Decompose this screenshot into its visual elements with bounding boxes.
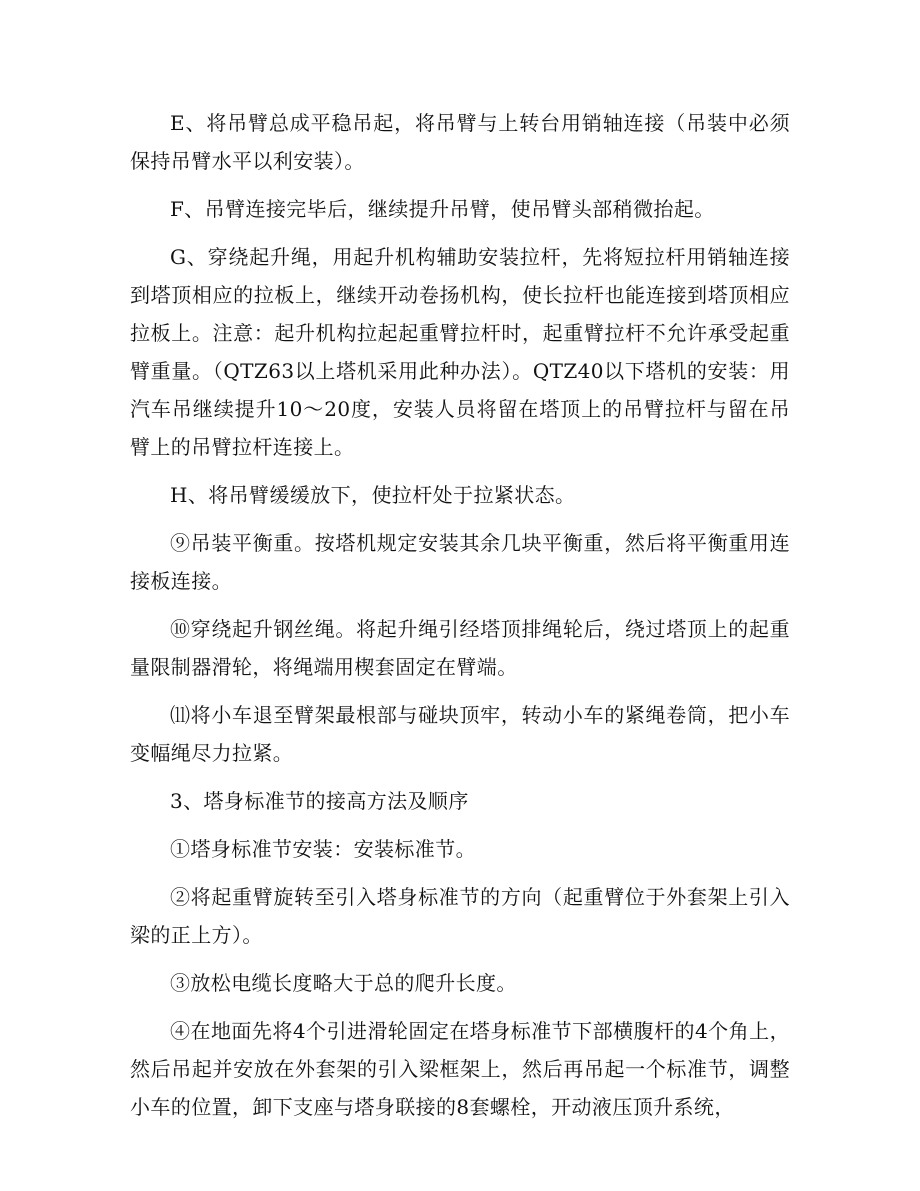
paragraph-step-1: ①塔身标准节安装：安装标准节。 bbox=[170, 837, 476, 861]
paragraph-step-2: ②将起重臂旋转至引入塔身标准节的方向（起重臂位于外套架上引入梁的正上方）。 bbox=[130, 885, 790, 947]
paragraph-step-4: ④在地面先将4个引进滑轮固定在塔身标准节下部横腹杆的4个角上，然后吊起并安放在外套架的引入梁框架上，然后再吊起一个标准节，调整小车的位置，卸下支座与塔身联接的8套螺栓，开动液压顶升系统， bbox=[130, 1019, 790, 1119]
paragraph-g-tie-rods: G、穿绕起升绳，用起升机构辅助安装拉杆，先将短拉杆用销轴连接到塔顶相应的拉板上，继续开动卷扬机构，使长拉杆也能连接到塔顶相应拉板上。注意：起升机构拉起起重臂拉杆时，起重臂拉杆不允许承受起重臂重量。（QTZ63以上塔机采用此种办法）。QTZ40以下塔机的安装：用汽车吊继续提升10～20度，安装人员将留在塔顶上的吊臂拉杆与留在吊臂上的吊臂拉杆连接上。 bbox=[130, 245, 790, 459]
paragraph-f-raise-boom: F、吊臂连接完毕后，继续提升吊臂，使吊臂头部稍微抬起。 bbox=[170, 197, 715, 221]
paragraph-e-lift-boom: E、将吊臂总成平稳吊起，将吊臂与上转台用销轴连接（吊装中必须保持吊臂水平以利安装）。 bbox=[130, 111, 790, 173]
paragraph-9-counterweight: ⑨吊装平衡重。按塔机规定安装其余几块平衡重，然后将平衡重用连接板连接。 bbox=[130, 531, 790, 593]
paragraph-11-trolley-rope: ⑾将小车退至臂架最根部与碰块顶牢，转动小车的紧绳卷筒，把小车变幅绳尽力拉紧。 bbox=[130, 703, 790, 765]
paragraph-10-hoist-rope: ⑩穿绕起升钢丝绳。将起升绳引经塔顶排绳轮后，绕过塔顶上的起重量限制器滑轮，将绳端用楔套固定在臂端。 bbox=[130, 617, 790, 679]
section-heading-mast-extension: 3、塔身标准节的接高方法及顺序 bbox=[170, 789, 469, 813]
paragraph-step-3: ③放松电缆长度略大于总的爬升长度。 bbox=[170, 971, 517, 995]
paragraph-h-lower-boom: H、将吊臂缓缓放下，使拉杆处于拉紧状态。 bbox=[170, 483, 576, 507]
